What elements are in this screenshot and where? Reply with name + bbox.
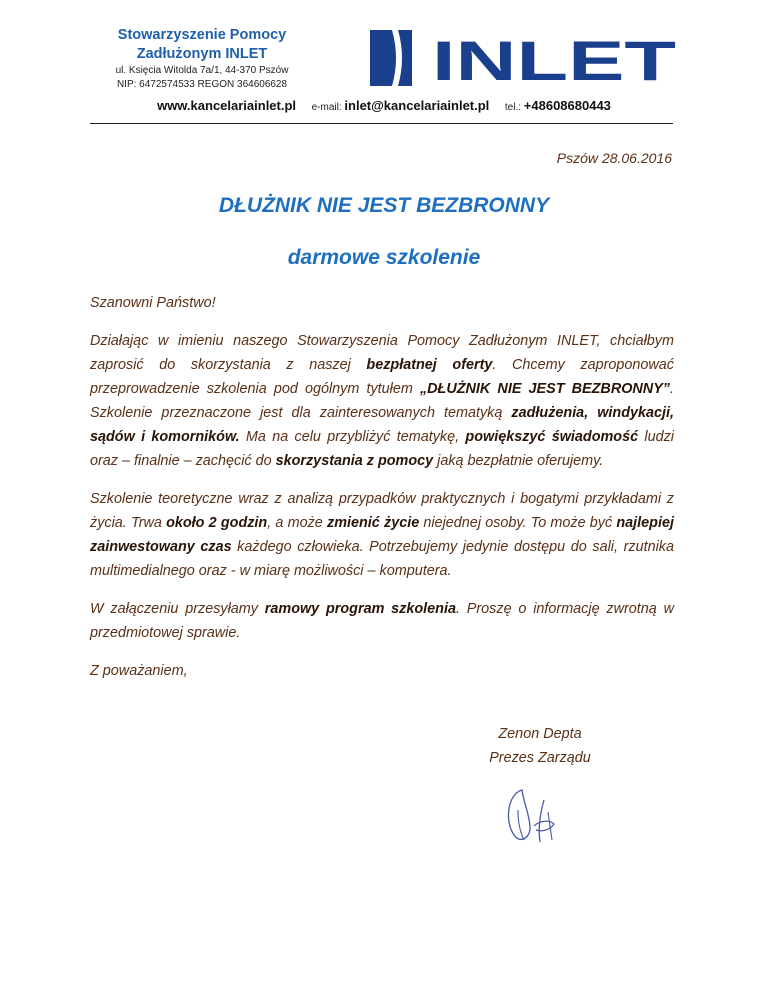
letter-date: Pszów 28.06.2016 — [556, 150, 672, 166]
tel-number: +48608680443 — [523, 98, 611, 113]
inlet-logo — [370, 28, 680, 88]
org-ids: NIP: 6472574533 REGON 364606628 — [116, 79, 288, 90]
closing: Z poważaniem, — [90, 663, 188, 679]
signer-name: Zenon Depta — [498, 726, 582, 742]
paragraph-3: W załączeniu przesyłamy ramowy program szkolenia. Proszę o informację zwrotną w przedmiotowej sprawie. — [90, 601, 674, 641]
tel-label: tel.: — [504, 102, 521, 113]
email-label: e-mail: — [311, 102, 342, 113]
email-link[interactable]: inlet@kancelariainlet.pl — [344, 98, 490, 113]
signature-block — [440, 722, 640, 770]
letter-body — [90, 291, 674, 697]
logo-text: INLET — [432, 29, 676, 88]
letter-subtitle: darmowe szkolenie — [287, 246, 481, 269]
org-address: ul. Księcia Witolda 7a/1, 44-370 Pszów — [115, 65, 289, 76]
paragraph-2: Szkolenie teoretyczne wraz z analizą przypadków praktycznych i bogatymi przykładami z życia. Trwa około 2 godzin, a może zmienić życie niejednej osoby. To może być najlepiej zainwestowany czas każdego człowieka. Potrzebujemy jedynie dostępu do sali, rzutnika multimedialnego oraz - w miarę możliwości – komputera. — [90, 491, 674, 579]
letter-title: DŁUŻNIK NIE JEST BEZBRONNY — [218, 194, 550, 217]
handwritten-signature — [500, 780, 570, 850]
org-name-line2: Zadłużonym INLET — [136, 46, 268, 62]
org-name-line1: Stowarzyszenie Pomocy — [117, 27, 287, 43]
greeting: Szanowni Państwo! — [90, 295, 216, 311]
org-block — [82, 26, 322, 92]
website-link[interactable]: www.kancelariainlet.pl — [157, 98, 297, 113]
paragraph-1: Działając w imieniu naszego Stowarzyszenia Pomocy Zadłużonym INLET, chciałbym zaprosić do skorzystania z naszej bezpłatnej oferty. Chcemy zaproponować przeprowadzenie szkolenia pod ogólnym tytułem „DŁUŻNIK NIE JEST BEZBRONNY”. Szkolenie przeznaczone jest dla zainteresowanych tematyką zadłużenia, windykacji, sądów i komorników. Ma na celu przybliżyć tematykę, powiększyć świadomość ludzi oraz – finalnie – zachęcić do skorzystania z pomocy jaką bezpłatnie oferujemy. — [90, 333, 675, 469]
contact-line — [0, 98, 768, 113]
signer-title: Prezes Zarządu — [489, 750, 591, 766]
header-divider — [90, 123, 673, 124]
